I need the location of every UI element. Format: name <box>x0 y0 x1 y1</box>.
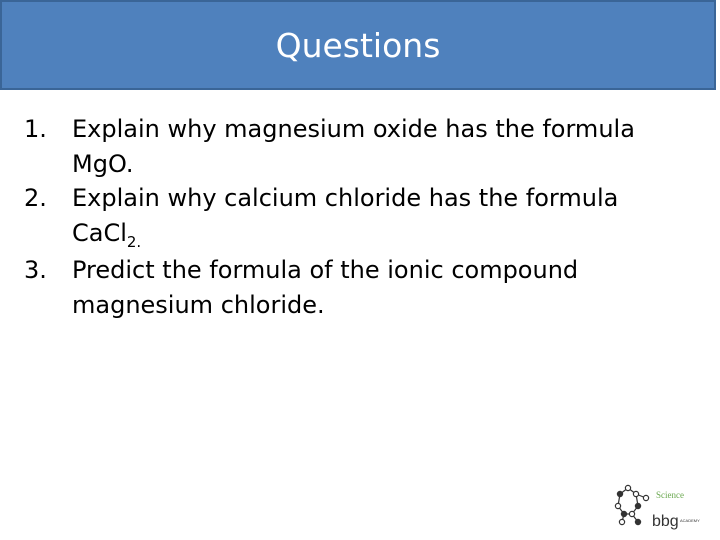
formula-subscript: 2. <box>126 232 142 251</box>
formula-main: CaCl <box>72 218 127 247</box>
question-list <box>24 112 694 322</box>
question-number: 1. <box>24 115 47 143</box>
question-item-3 <box>24 253 694 322</box>
title-bar <box>0 0 716 90</box>
molecule-icon <box>615 485 648 524</box>
logo-academy-text: ACADEMY <box>680 518 700 523</box>
school-logo <box>612 484 716 536</box>
question-item-1 <box>24 112 694 181</box>
logo-science-text: Science <box>656 490 684 500</box>
question-text-line1: Explain why magnesium oxide has the formula <box>72 115 635 143</box>
question-number: 3. <box>24 256 47 284</box>
question-text-line1: Explain why calcium chloride has the formula <box>72 184 619 212</box>
question-text-line1: Predict the formula of the ionic compound <box>72 256 579 284</box>
logo-bbg-text: bbg <box>652 513 679 530</box>
question-text-line2: MgO. <box>72 149 134 178</box>
question-item-2 <box>24 181 694 253</box>
slide-title: Questions <box>275 26 441 65</box>
question-text-line2: magnesium chloride. <box>72 290 325 319</box>
question-number: 2. <box>24 184 47 212</box>
